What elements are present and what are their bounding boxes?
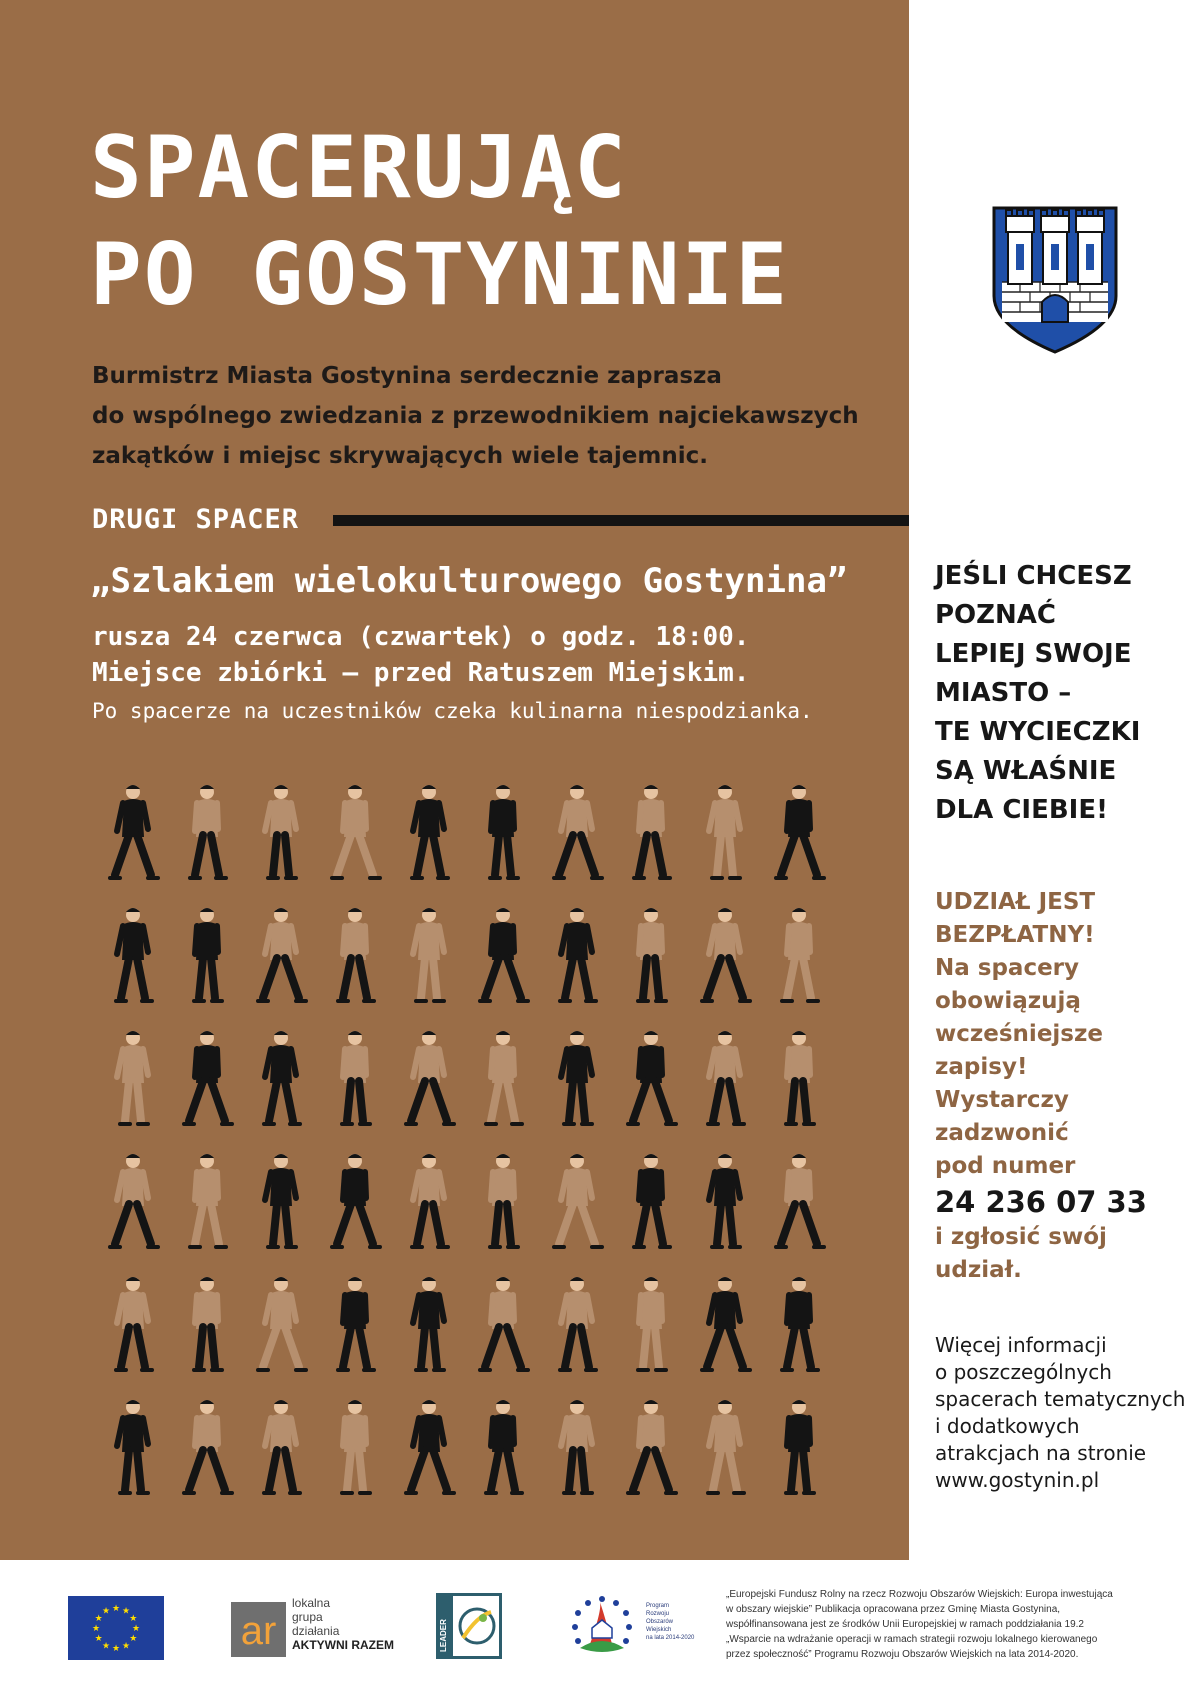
participation-line: i zgłosić swój [935,1224,1107,1250]
participation-line: pod numer [935,1153,1076,1179]
walking-person-figure [413,1277,444,1370]
walking-person-figure [265,785,296,878]
legal-line: „Europejski Fundusz Rolny na rzecz Rozwoju Obszarów Wiejskich: Europa inwestująca [726,1589,1113,1600]
lgd-text [292,1596,394,1652]
legal-line: „Wsparcie na wdrażanie operacji w ramach strategii rozwoju lokalnego kierowanego [726,1634,1098,1645]
walking-person-figure [117,1031,148,1124]
walking-person-figure [413,908,444,1001]
walking-person-figure [406,1031,454,1124]
walking-person-figure [786,1031,814,1124]
walking-person-figure [554,785,602,878]
walking-person-figure [190,785,226,878]
promo-line: SĄ WŁAŚNIE [935,756,1117,786]
walking-person-figure [709,785,740,878]
walking-person-figure [264,1031,300,1124]
intro-line: Burmistrz Miasta Gostynina serdecznie zaprasza [92,363,722,389]
lgd-line: działania [292,1624,340,1638]
walking-person-figure [194,1277,222,1370]
legal-line: w obszary wiejskie” Publikacja opracowana przez Gminę Miasta Gostynina, [726,1604,1061,1615]
more-info-line: spacerach tematycznych [935,1387,1186,1411]
walking-person-figure [265,1154,296,1247]
walking-person-figure [116,908,152,1001]
promo-text [935,557,1140,830]
walking-person-figure [560,908,596,1001]
eu-star-icon: ★ [111,1604,121,1614]
more-info-line: i dodatkowych [935,1414,1080,1438]
walking-person-figure [786,1400,814,1493]
prow-line: Obszarów [646,1619,674,1625]
participation-line: udział. [935,1257,1022,1283]
walking-person-figure [332,785,380,878]
walking-person-figure [490,785,518,878]
prow-2014-2020-logo [560,1590,695,1662]
walking-person-figure [708,1400,744,1493]
eu-star-icon: ★ [121,1606,131,1617]
walking-person-figure [258,1277,306,1370]
lgd-name: AKTYWNI RAZEM [292,1638,394,1652]
intro-line: do wspólnego zwiedzania z przewodnikiem najciekawszych [92,403,859,429]
walking-person-figure [412,785,448,878]
lgd-line: lokalna [292,1596,331,1610]
walking-person-figure [486,1400,522,1493]
walking-person-figure [782,908,818,1001]
promo-line: JEŚLI CHCESZ [935,561,1132,591]
eu-flag-icon [68,1596,164,1660]
promo-line: LEPIEJ SWOJE [935,639,1132,669]
participation-line: zadzwonić [935,1120,1069,1146]
walking-person-figure [194,908,222,1001]
legal-line: przez społeczność” Programu Rozwoju Obszarów Wiejskich na lata 2014-2020. [726,1649,1079,1660]
walking-person-figure [776,1154,824,1247]
leader-mark-text: LEADER [439,1619,448,1652]
promo-line: TE WYCIECZKI [935,717,1141,747]
more-info-line: atrakcjach na stronie [935,1441,1147,1465]
lgd-aktywni-razem-logo [231,1596,401,1662]
title-line-2: PO GOSTYNINIE [90,225,790,325]
participation-line: Na spacery [935,955,1080,981]
more-info-line: Więcej informacji [935,1333,1107,1357]
walk-name: „Szlakiem wielokulturowego Gostynina” [90,561,848,601]
eu-funding-statement [726,1587,1186,1662]
walking-person-figure [480,908,528,1001]
walking-person-figure [638,1277,666,1370]
walking-people-illustration [95,775,835,1515]
walking-person-figure [486,1031,522,1124]
walk-date: rusza 24 czerwca (czwartek) o godz. 18:00. [92,622,750,652]
walking-person-figure [634,1154,670,1247]
walking-person-figure [776,785,824,878]
walking-person-figure [708,1031,744,1124]
phone-number: 24 236 07 33 [935,1185,1147,1219]
eu-star-icon: ★ [91,1624,101,1634]
participation-line: obowiązują [935,988,1081,1014]
prow-line: Program [646,1603,670,1609]
eu-star-icon: ★ [101,1606,111,1617]
walking-person-figure [117,1400,148,1493]
website-link[interactable]: www.gostynin.pl [935,1468,1100,1492]
promo-line: DLA CIEBIE! [935,795,1108,825]
eu-star-icon: ★ [131,1624,141,1634]
walking-person-figure [561,1400,592,1493]
leader-logo-icon [436,1593,502,1659]
walking-person-figure [490,1154,518,1247]
walking-person-figure [554,1154,602,1247]
lgd-mark-text: ar [240,1609,277,1653]
more-info-line: o poszczególnych [935,1360,1112,1384]
walking-person-figure [110,1154,158,1247]
walking-person-figure [258,908,306,1001]
eu-star-icon: ★ [129,1634,138,1644]
walking-person-figure [634,785,670,878]
walking-person-figure [184,1031,232,1124]
walking-person-figure [702,1277,750,1370]
walking-person-figure [628,1031,676,1124]
eu-star-icon: ★ [121,1641,131,1652]
walking-person-figure [561,1031,592,1124]
eu-star-icon: ★ [101,1641,111,1652]
promo-line: MIASTO – [935,678,1072,708]
intro-line: zakątków i miejsc skrywających wiele tajemnic. [92,443,708,469]
prow-text [646,1602,694,1642]
walking-person-figure [342,1031,370,1124]
legal-line: współfinansowana jest ze środków Unii Europejskiej w ramach poddziałania 19.2 [726,1619,1084,1630]
participation-line: wcześniejsze [935,1021,1103,1047]
walking-person-figure [412,1154,448,1247]
walking-person-figure [332,1154,380,1247]
participation-info [935,886,1147,1287]
walking-person-figure [628,1400,676,1493]
prow-line: na lata 2014-2020 [646,1635,695,1641]
walking-person-figure [560,1277,596,1370]
lgd-ar-mark-icon [231,1602,286,1657]
prow-line: Rozwoju [646,1611,670,1617]
funding-footer [0,1560,1200,1697]
walking-person-figure [338,908,374,1001]
eu-star-icon: ★ [129,1614,138,1624]
participation-line: Wystarczy [935,1087,1069,1113]
participation-line: zapisy! [935,1054,1028,1080]
walking-person-figure [702,908,750,1001]
more-info-text [935,1332,1185,1494]
meeting-place: Miejsce zbiórki – przed Ratuszem Miejskim. [92,658,750,688]
title-line-1: SPACERUJĄC [90,118,628,218]
gostynin-coat-of-arms-icon [990,204,1120,354]
eu-star-icon: ★ [94,1614,103,1624]
eu-star-icon: ★ [111,1644,121,1654]
participation-line: BEZPŁATNY! [935,922,1095,948]
walking-person-figure [406,1400,454,1493]
walking-person-figure [480,1277,528,1370]
lgd-line: grupa [292,1610,323,1624]
walking-person-figure [782,1277,818,1370]
walking-person-figure [709,1154,740,1247]
prow-emblem-icon [560,1590,644,1662]
walking-person-figure [190,1154,226,1247]
promo-line: POZNAĆ [935,600,1056,630]
prow-line: Wiejskich [646,1627,672,1633]
walking-person-figure [338,1277,374,1370]
walking-person-figure [184,1400,232,1493]
eu-star-icon: ★ [94,1634,103,1644]
walking-person-figure [638,908,666,1001]
culinary-surprise-note: Po spacerze na uczestników czeka kulinarna niespodzianka. [92,699,813,723]
walking-person-figure [110,785,158,878]
participation-line: UDZIAŁ JEST [935,889,1096,915]
intro-text [92,356,892,476]
walking-person-figure [342,1400,370,1493]
walking-person-figure [264,1400,300,1493]
section-label: DRUGI SPACER [92,504,300,535]
walking-person-figure [116,1277,152,1370]
